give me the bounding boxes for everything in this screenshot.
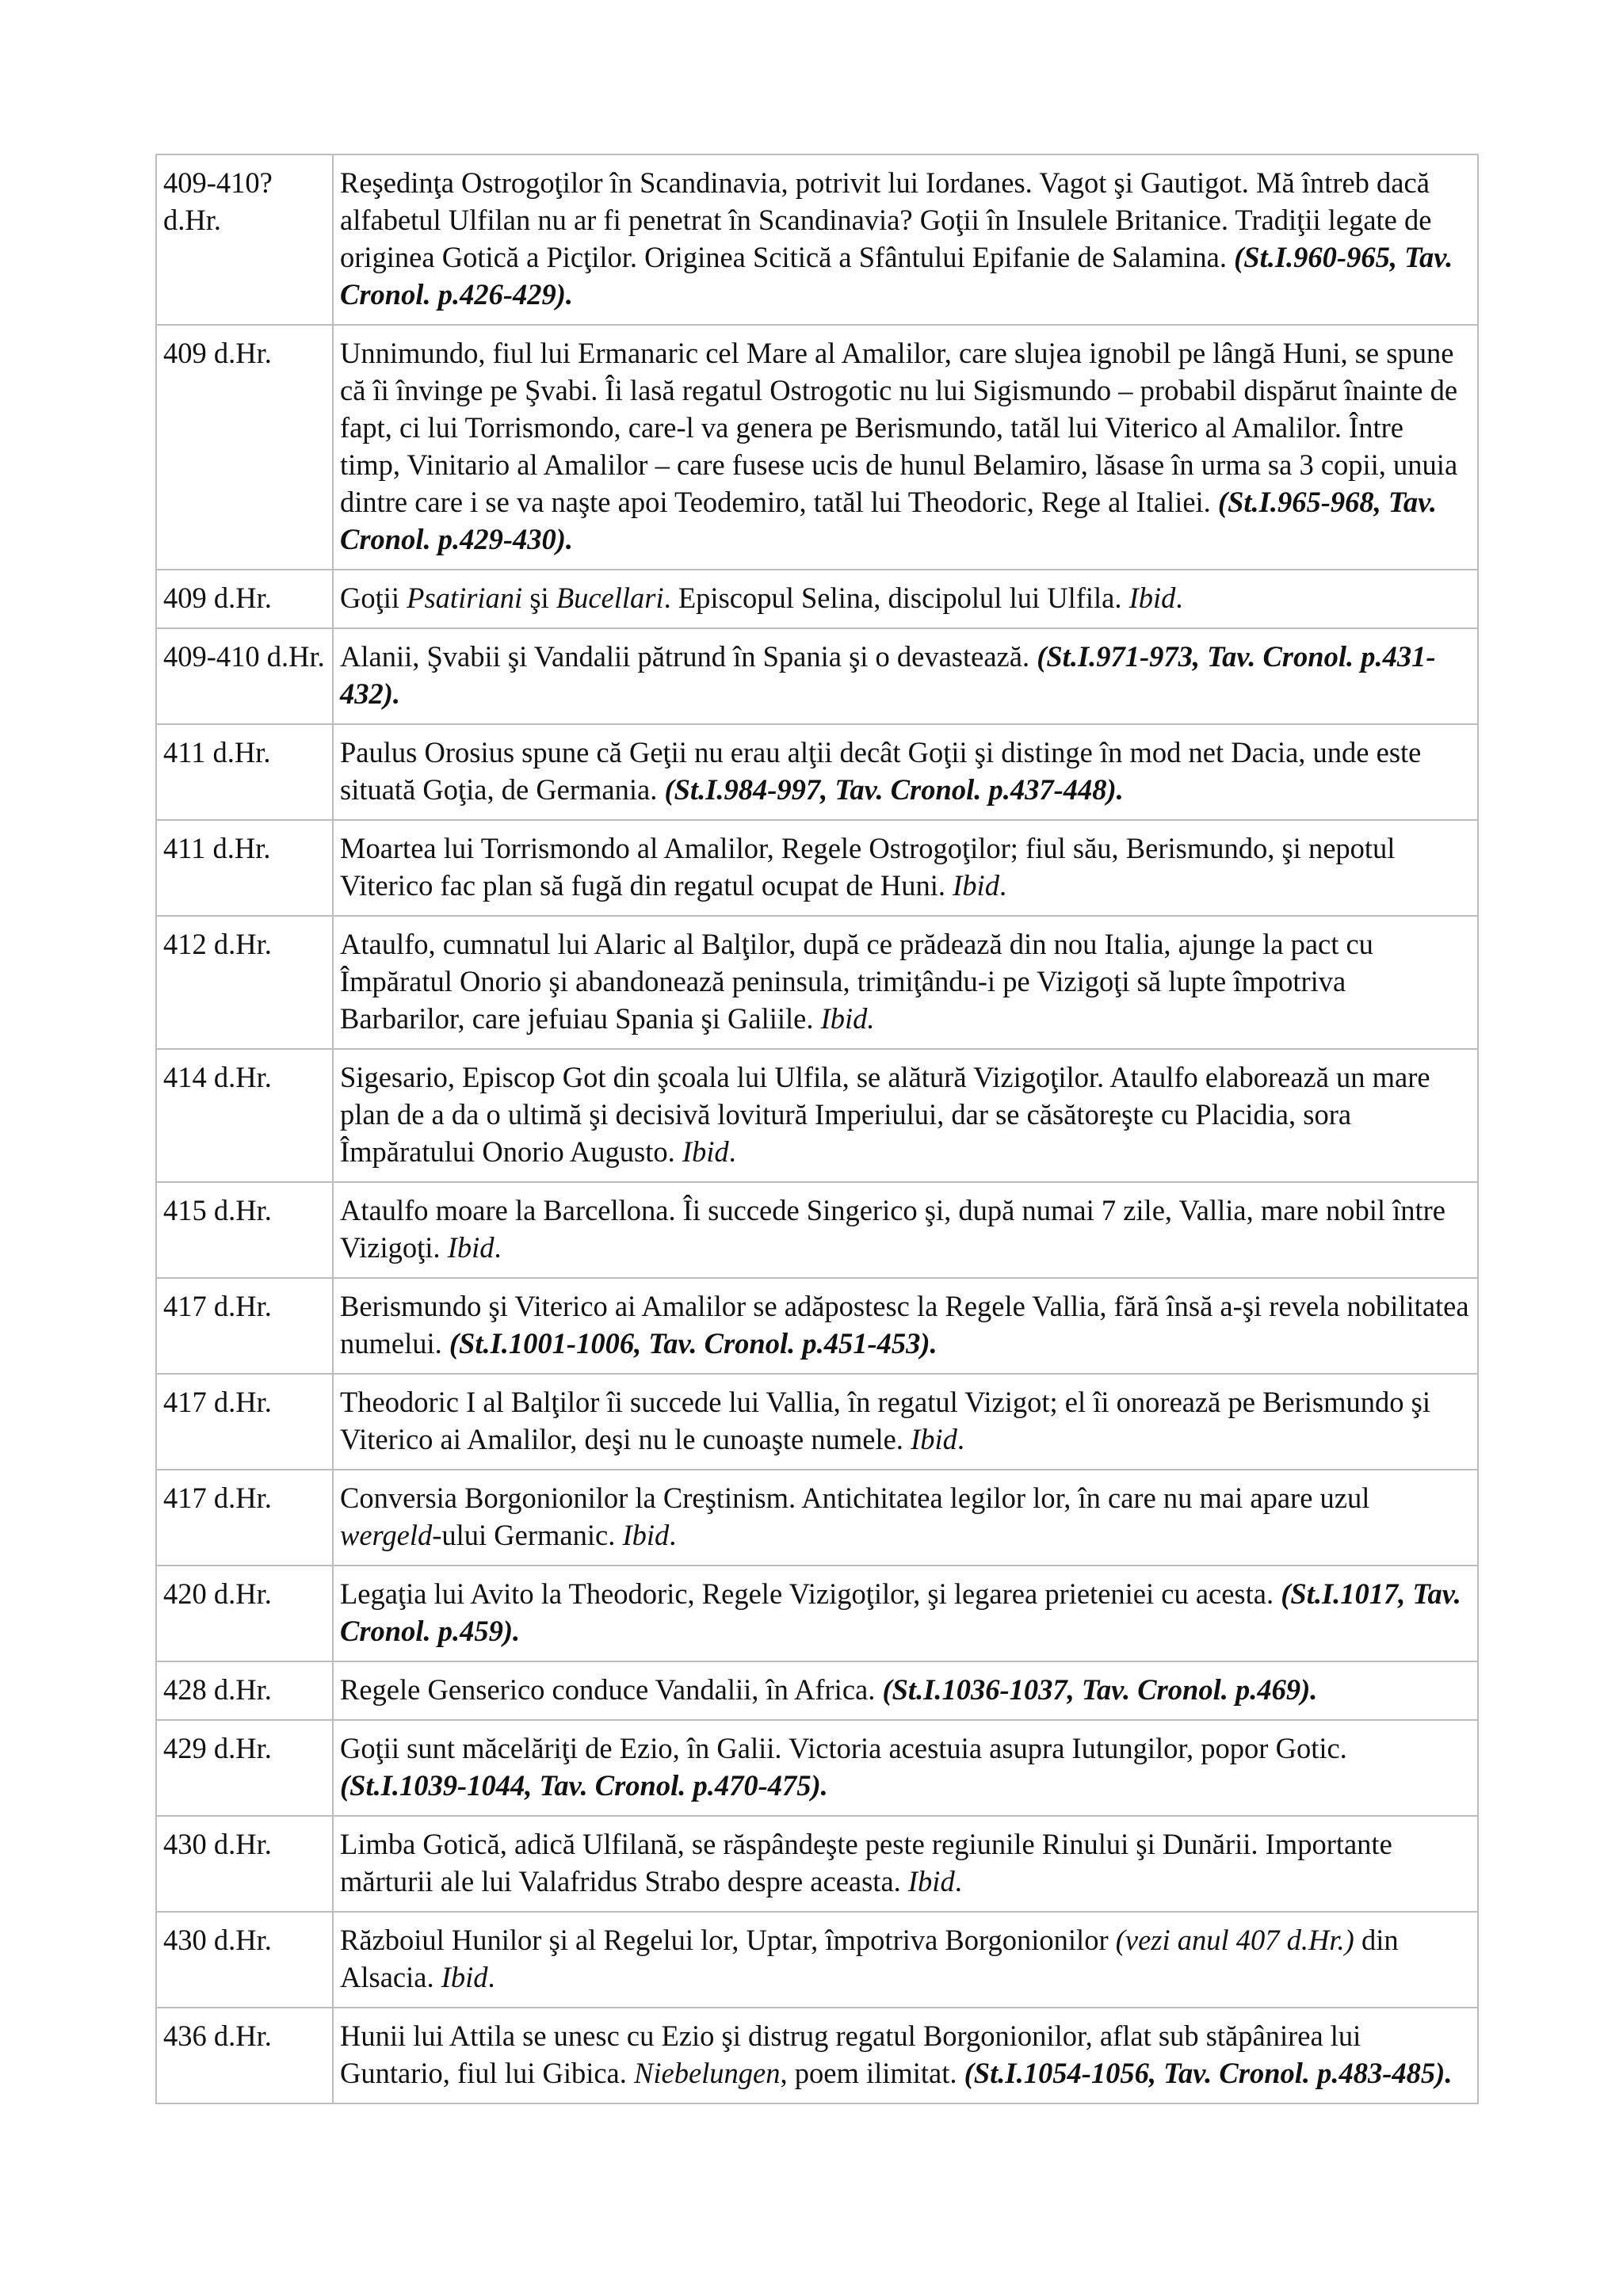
citation-text: (St.I.1039-1044, Tav. Cronol. p.470-475). xyxy=(340,1769,828,1802)
citation-text: (St.I.965-968, Tav. Cronol. p.429-430). xyxy=(340,486,1438,555)
date-cell: 411 d.Hr. xyxy=(156,724,333,820)
event-cell xyxy=(333,2008,1478,2103)
table-row xyxy=(156,1278,1478,1374)
event-text: Alanii, Şvabii şi Vandalii pătrund în Spania şi o devastează. xyxy=(340,640,1037,673)
italic-text: Ibid xyxy=(622,1519,670,1551)
citation-text: (St.I.1001-1006, Tav. Cronol. p.451-453). xyxy=(449,1327,938,1360)
chronology-table xyxy=(155,154,1479,2104)
citation-text: (St.I.971-973, Tav. Cronol. p.431-432). xyxy=(340,640,1436,710)
event-text: Goţii sunt măcelăriţi de Ezio, în Galii. Victoria acestuia asupra Iutungilor, popor Gotic. xyxy=(340,1732,1347,1764)
event-text: din Alsacia. xyxy=(340,1924,1399,1993)
date-cell: 429 d.Hr. xyxy=(156,1720,333,1816)
event-text: Goţii xyxy=(340,582,407,614)
table-row xyxy=(156,570,1478,628)
event-text: Conversia Borgonionilor la Creştinism. Antichitatea legilor lor, în care nu mai apare uzul xyxy=(340,1482,1370,1514)
table-row xyxy=(156,325,1478,570)
italic-text: Ibid xyxy=(907,1865,955,1897)
citation-text: (St.I.1054-1056, Tav. Cronol. p.483-485). xyxy=(964,2057,1453,2089)
date-cell: 409 d.Hr. xyxy=(156,325,333,570)
table-row xyxy=(156,1049,1478,1182)
date-cell: 415 d.Hr. xyxy=(156,1182,333,1278)
event-text: Ataulfo moare la Barcellona. Îi succede Singerico şi, după numai 7 zile, Vallia, mare nobil între Vizigoţi. xyxy=(340,1194,1445,1264)
event-cell xyxy=(333,1182,1478,1278)
event-text: . xyxy=(494,1231,502,1264)
event-text: , poem ilimitat. xyxy=(780,2057,964,2089)
table-row xyxy=(156,724,1478,820)
italic-text: Ibid xyxy=(1128,582,1176,614)
italic-text: Ibid xyxy=(911,1423,957,1455)
event-text: . xyxy=(954,1865,962,1897)
event-cell xyxy=(333,1049,1478,1182)
table-row xyxy=(156,628,1478,724)
table-row xyxy=(156,1912,1478,2008)
table-row xyxy=(156,1182,1478,1278)
event-cell xyxy=(333,1374,1478,1470)
event-text: Hunii lui Attila se unesc cu Ezio şi distrug regatul Borgonionilor, aflat sub stăpânirea lui Guntario, fiul lui Gibica. xyxy=(340,2019,1361,2089)
event-cell xyxy=(333,724,1478,820)
event-cell xyxy=(333,570,1478,628)
event-text: şi xyxy=(522,582,556,614)
date-cell: 417 d.Hr. xyxy=(156,1278,333,1374)
event-text: . Episcopul Selina, discipolul lui Ulfila. xyxy=(663,582,1129,614)
citation-text: (St.I.1017, Tav. Cronol. p.459). xyxy=(340,1577,1461,1647)
date-cell: 409-410 d.Hr. xyxy=(156,628,333,724)
italic-text: Psatiriani xyxy=(407,582,523,614)
event-cell xyxy=(333,1566,1478,1661)
event-text: . xyxy=(999,869,1007,902)
table-row xyxy=(156,1661,1478,1720)
event-text: Moartea lui Torrismondo al Amalilor, Regele Ostrogoţilor; fiul său, Berismundo, şi nepotul Viterico fac plan să fugă din regatul ocupat de Huni. xyxy=(340,832,1396,902)
italic-text: Bucellari xyxy=(556,582,664,614)
date-cell: 409-410? d.Hr. xyxy=(156,154,333,325)
event-text: Theodoric I al Balţilor îi succede lui Vallia, în regatul Vizigot; el îi onorează pe Berismundo şi Viterico ai Amalilor, deşi nu le cunoaşte numele. xyxy=(340,1386,1430,1455)
date-cell: 411 d.Hr. xyxy=(156,820,333,916)
date-cell: 417 d.Hr. xyxy=(156,1470,333,1566)
event-text: . xyxy=(669,1519,677,1551)
event-cell xyxy=(333,1912,1478,2008)
event-text: . xyxy=(728,1135,736,1168)
citation-text: (St.I.984-997, Tav. Cronol. p.437-448). xyxy=(664,773,1124,806)
event-text: Sigesario, Episcop Got din şcoala lui Ulfila, se alătură Vizigoţilor. Ataulfo elaborează un mare plan de a da o ultimă şi decisivă lovitură Imperiului, dar se căsătoreşte cu Placidia, sora Împăratului Onorio Augusto. xyxy=(340,1061,1430,1168)
table-row xyxy=(156,1816,1478,1912)
italic-text: (vezi anul 407 d.Hr.) xyxy=(1115,1924,1354,1956)
event-text: Reşedinţa Ostrogoţilor în Scandinavia, potrivit lui Iordanes. Vagot şi Gautigot. Mă întreb dacă alfabetul Ulfilan nu ar fi penetrat în Scandinavia? Goţii în Insulele Britanice. Tradiţii legate de originea Gotică a Picţilor. Originea Scitică a Sfântului Epifanie de Salamina. xyxy=(340,166,1432,273)
date-cell: 436 d.Hr. xyxy=(156,2008,333,2103)
date-cell: 414 d.Hr. xyxy=(156,1049,333,1182)
event-text: Regele Genserico conduce Vandalii, în Africa. xyxy=(340,1673,883,1706)
event-cell xyxy=(333,1720,1478,1816)
event-text: Ataulfo, cumnatul lui Alaric al Balţilor, după ce prădează din nou Italia, ajunge la pact cu Împăratul Onorio şi abandonează peninsula, trimiţându-i pe Vizigoţi să lupte împotriva Barbarilor, care jefuiau Spania şi Galiile. xyxy=(340,928,1373,1035)
event-text: Războiul Hunilor şi al Regelui lor, Uptar, împotriva Borgonionilor xyxy=(340,1924,1116,1956)
event-cell xyxy=(333,1661,1478,1720)
event-text: . xyxy=(1175,582,1183,614)
italic-text: wergeld xyxy=(340,1519,433,1551)
citation-text: (St.I.960-965, Tav. Cronol. p.426-429). xyxy=(340,241,1453,311)
date-cell: 412 d.Hr. xyxy=(156,916,333,1049)
date-cell: 417 d.Hr. xyxy=(156,1374,333,1470)
event-cell xyxy=(333,820,1478,916)
italic-text: Ibid. xyxy=(820,1002,875,1035)
event-cell xyxy=(333,154,1478,325)
date-cell: 428 d.Hr. xyxy=(156,1661,333,1720)
italic-text: Ibid xyxy=(682,1135,729,1168)
date-cell: 420 d.Hr. xyxy=(156,1566,333,1661)
table-row xyxy=(156,820,1478,916)
event-text: Legaţia lui Avito la Theodoric, Regele Vizigoţilor, şi legarea prieteniei cu acesta. xyxy=(340,1577,1281,1610)
event-text: Berismundo şi Viterico ai Amalilor se adăpostesc la Regele Vallia, fără însă a-şi revela nobilitatea numelui. xyxy=(340,1290,1469,1360)
date-cell: 430 d.Hr. xyxy=(156,1816,333,1912)
date-cell: 409 d.Hr. xyxy=(156,570,333,628)
table-row xyxy=(156,154,1478,325)
table-row xyxy=(156,1720,1478,1816)
italic-text: Ibid xyxy=(953,869,999,902)
italic-text: Niebelungen xyxy=(634,2057,781,2089)
event-cell xyxy=(333,325,1478,570)
event-cell xyxy=(333,628,1478,724)
table-row xyxy=(156,1374,1478,1470)
table-row xyxy=(156,1566,1478,1661)
table-row xyxy=(156,916,1478,1049)
event-cell xyxy=(333,916,1478,1049)
event-text: -ului Germanic. xyxy=(432,1519,623,1551)
event-text: . xyxy=(487,1961,495,1993)
event-cell xyxy=(333,1470,1478,1566)
table-row xyxy=(156,1470,1478,1566)
document-page xyxy=(155,154,1479,2104)
event-text: Paulus Orosius spune că Geţii nu erau alţii decât Goţii şi distinge în mod net Dacia, unde este situată Goţia, de Germania. xyxy=(340,736,1422,806)
chronology-table-body xyxy=(156,154,1478,2103)
table-row xyxy=(156,2008,1478,2103)
event-text: . xyxy=(957,1423,964,1455)
event-text: Unnimundo, fiul lui Ermanaric cel Mare al Amalilor, care slujea ignobil pe lângă Huni, se spune că îi învinge pe Şvabi. Îi lasă regatul Ostrogotic nu lui Sigismundo – probabil dispărut înainte de fapt, ci lui Torrismondo, care-l va genera pe Berismundo, tatăl lui Viterico al Amalilor. Între timp, Vinitario al Amalilor – care fusese ucis de hunul Belamiro, lăsase în urma sa 3 copii, unuia dintre care i se va naşte apoi Teodemiro, tatăl lui Theodoric, Rege al Italiei. xyxy=(340,337,1458,518)
italic-text: Ibid xyxy=(441,1961,488,1993)
italic-text: Ibid xyxy=(447,1231,495,1264)
date-cell: 430 d.Hr. xyxy=(156,1912,333,2008)
citation-text: (St.I.1036-1037, Tav. Cronol. p.469). xyxy=(882,1673,1318,1706)
event-text: Limba Gotică, adică Ulfilană, se răspândeşte peste regiunile Rinului şi Dunării. Importante mărturii ale lui Valafridus Strabo despre aceasta. xyxy=(340,1828,1392,1897)
event-cell xyxy=(333,1816,1478,1912)
event-cell xyxy=(333,1278,1478,1374)
